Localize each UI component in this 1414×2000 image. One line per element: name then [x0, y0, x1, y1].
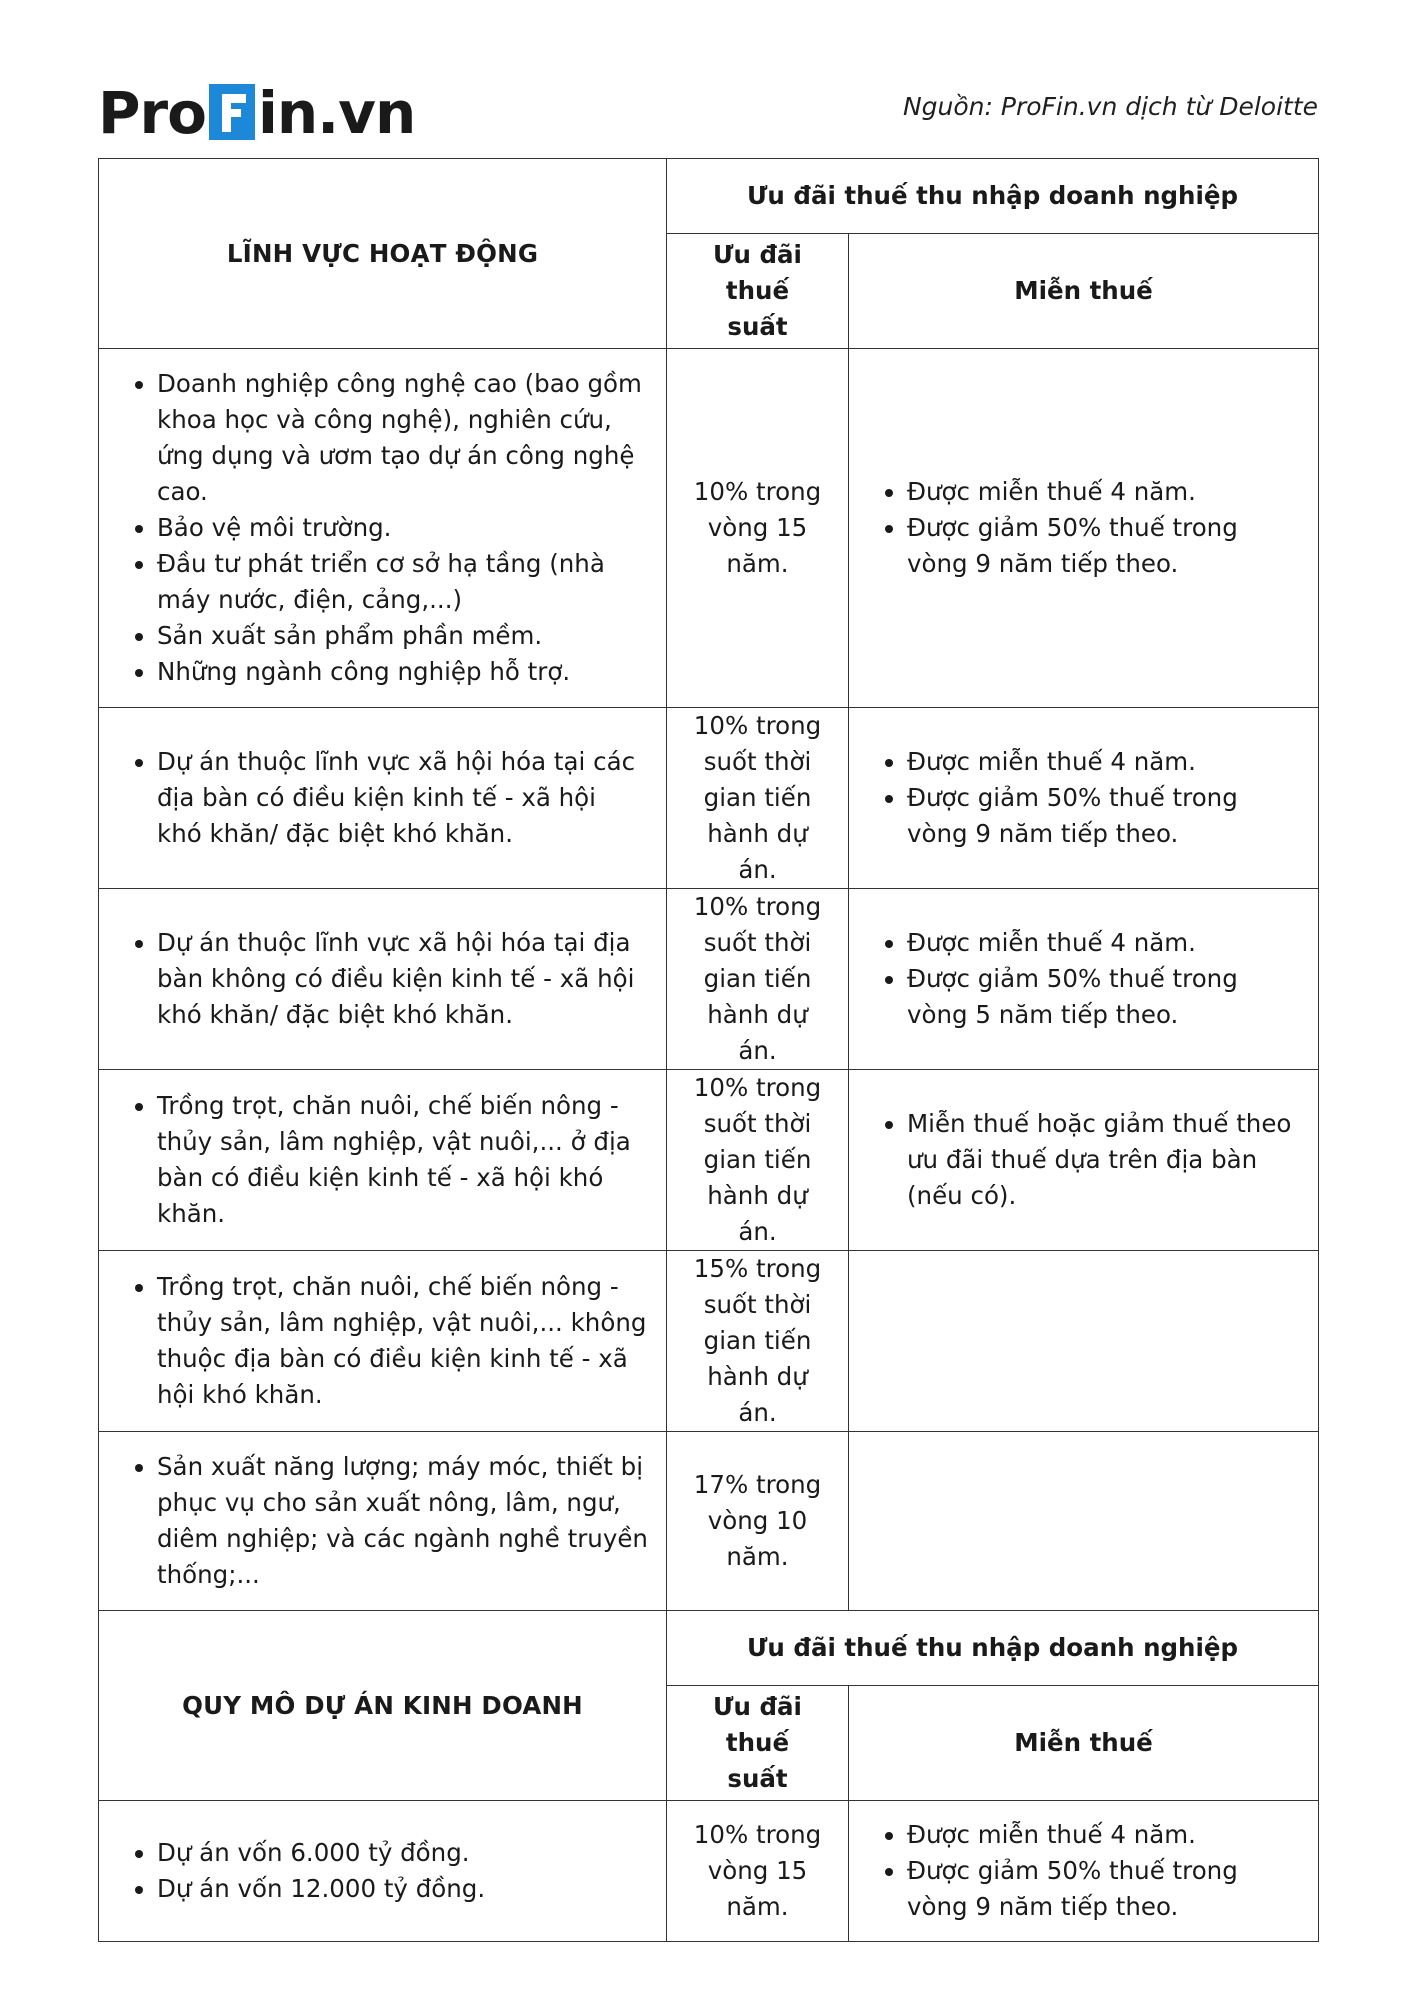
table-row	[99, 708, 1319, 889]
list-item: • Được miễn thuế 4 năm.	[907, 744, 1318, 780]
list-item: • Được giảm 50% thuế trong vòng 9 năm tiếp theo.	[907, 510, 1318, 582]
activity-cell	[99, 1251, 667, 1432]
list-item: • Miễn thuế hoặc giảm thuế theo ưu đãi thuế dựa trên địa bàn (nếu có).	[907, 1106, 1318, 1214]
list-item: • Trồng trọt, chăn nuôi, chế biến nông - thủy sản, lâm nghiệp, vật nuôi,... không thuộc địa bàn có điều kiện kinh tế - xã hội khó khăn.	[157, 1269, 666, 1413]
list-item: • Dự án thuộc lĩnh vực xã hội hóa tại địa bàn không có điều kiện kinh tế - xã hội khó khăn/ đặc biệt khó khăn.	[157, 925, 666, 1033]
list-item: • Sản xuất năng lượng; máy móc, thiết bị phục vụ cho sản xuất nông, lâm, ngư, diêm nghiệp; và các ngành nghề truyền thống;...	[157, 1449, 666, 1593]
logo-f-icon	[209, 84, 255, 140]
activity-cell	[99, 1801, 667, 1942]
list-item: • Được giảm 50% thuế trong vòng 9 năm tiếp theo.	[907, 1853, 1318, 1925]
exemption-cell	[849, 1801, 1319, 1942]
section2-exempt-header: Miễn thuế	[849, 1686, 1319, 1801]
activity-cell	[99, 349, 667, 708]
section2-benefit-title: Ưu đãi thuế thu nhập doanh nghiệp	[667, 1611, 1319, 1686]
list-item: • Dự án vốn 12.000 tỷ đồng.	[157, 1871, 666, 1907]
section1-exempt-header: Miễn thuế	[849, 234, 1319, 349]
rate-cell: 10% trong suốt thời gian tiến hành dự án.	[667, 889, 849, 1070]
list-item: • Được miễn thuế 4 năm.	[907, 925, 1318, 961]
list-item: • Sản xuất sản phẩm phần mềm.	[157, 618, 666, 654]
table-row	[99, 1432, 1319, 1611]
table-row	[99, 1070, 1319, 1251]
list-item: • Đầu tư phát triển cơ sở hạ tầng (nhà máy nước, điện, cảng,...)	[157, 546, 666, 618]
list-item: • Được miễn thuế 4 năm.	[907, 1817, 1318, 1853]
exemption-list	[849, 1106, 1318, 1214]
exemption-list	[849, 1817, 1318, 1925]
activity-list	[99, 1269, 666, 1413]
table-row	[99, 1251, 1319, 1432]
exemption-cell	[849, 1070, 1319, 1251]
exemption-cell	[849, 1432, 1319, 1611]
source-note: Nguồn: ProFin.vn dịch từ Deloitte	[902, 92, 1318, 121]
activity-cell	[99, 1070, 667, 1251]
activity-list	[99, 1449, 666, 1593]
section1-benefit-title: Ưu đãi thuế thu nhập doanh nghiệp	[667, 159, 1319, 234]
table-row	[99, 1801, 1319, 1942]
rate-cell: 17% trong vòng 10 năm.	[667, 1432, 849, 1611]
table-row	[99, 889, 1319, 1070]
section1-header-row	[99, 159, 1319, 234]
rate-cell: 10% trong suốt thời gian tiến hành dự án.	[667, 1070, 849, 1251]
exemption-cell	[849, 708, 1319, 889]
exemption-cell	[849, 1251, 1319, 1432]
logo-text-prefix: Pro	[98, 79, 206, 147]
list-item: • Được miễn thuế 4 năm.	[907, 474, 1318, 510]
exemption-list	[849, 925, 1318, 1033]
rate-cell: 15% trong suốt thời gian tiến hành dự án.	[667, 1251, 849, 1432]
list-item: • Bảo vệ môi trường.	[157, 510, 666, 546]
activity-list	[99, 1835, 666, 1907]
exemption-list	[849, 474, 1318, 582]
section1-title: LĨNH VỰC HOẠT ĐỘNG	[99, 159, 667, 349]
activity-list	[99, 925, 666, 1033]
table-row	[99, 349, 1319, 708]
section2-title: QUY MÔ DỰ ÁN KINH DOANH	[99, 1611, 667, 1801]
list-item: • Dự án thuộc lĩnh vực xã hội hóa tại các địa bàn có điều kiện kinh tế - xã hội khó khăn/ đặc biệt khó khăn.	[157, 744, 666, 852]
section2-rate-header: Ưu đãi thuế suất	[667, 1686, 849, 1801]
section1-rate-header: Ưu đãi thuế suất	[667, 234, 849, 349]
section2-header-row	[99, 1611, 1319, 1686]
rate-cell: 10% trong vòng 15 năm.	[667, 349, 849, 708]
activity-list	[99, 1088, 666, 1232]
list-item: • Được giảm 50% thuế trong vòng 9 năm tiếp theo.	[907, 780, 1318, 852]
activity-list	[99, 744, 666, 852]
profin-logo	[98, 78, 415, 148]
exemption-cell	[849, 349, 1319, 708]
activity-cell	[99, 1432, 667, 1611]
activity-cell	[99, 889, 667, 1070]
list-item: • Được giảm 50% thuế trong vòng 5 năm tiếp theo.	[907, 961, 1318, 1033]
list-item: • Dự án vốn 6.000 tỷ đồng.	[157, 1835, 666, 1871]
tax-incentive-table	[98, 158, 1319, 1942]
rate-cell: 10% trong vòng 15 năm.	[667, 1801, 849, 1942]
rate-cell: 10% trong suốt thời gian tiến hành dự án.	[667, 708, 849, 889]
section1-body	[99, 349, 1319, 1611]
exemption-cell	[849, 889, 1319, 1070]
activity-list	[99, 366, 666, 690]
list-item: • Doanh nghiệp công nghệ cao (bao gồm khoa học và công nghệ), nghiên cứu, ứng dụng và ươm tạo dự án công nghệ cao.	[157, 366, 666, 510]
exemption-list	[849, 744, 1318, 852]
activity-cell	[99, 708, 667, 889]
list-item: • Những ngành công nghiệp hỗ trợ.	[157, 654, 666, 690]
list-item: • Trồng trọt, chăn nuôi, chế biến nông - thủy sản, lâm nghiệp, vật nuôi,... ở địa bàn có điều kiện kinh tế - xã hội khó khăn.	[157, 1088, 666, 1232]
logo-text-suffix: in.vn	[257, 79, 416, 147]
